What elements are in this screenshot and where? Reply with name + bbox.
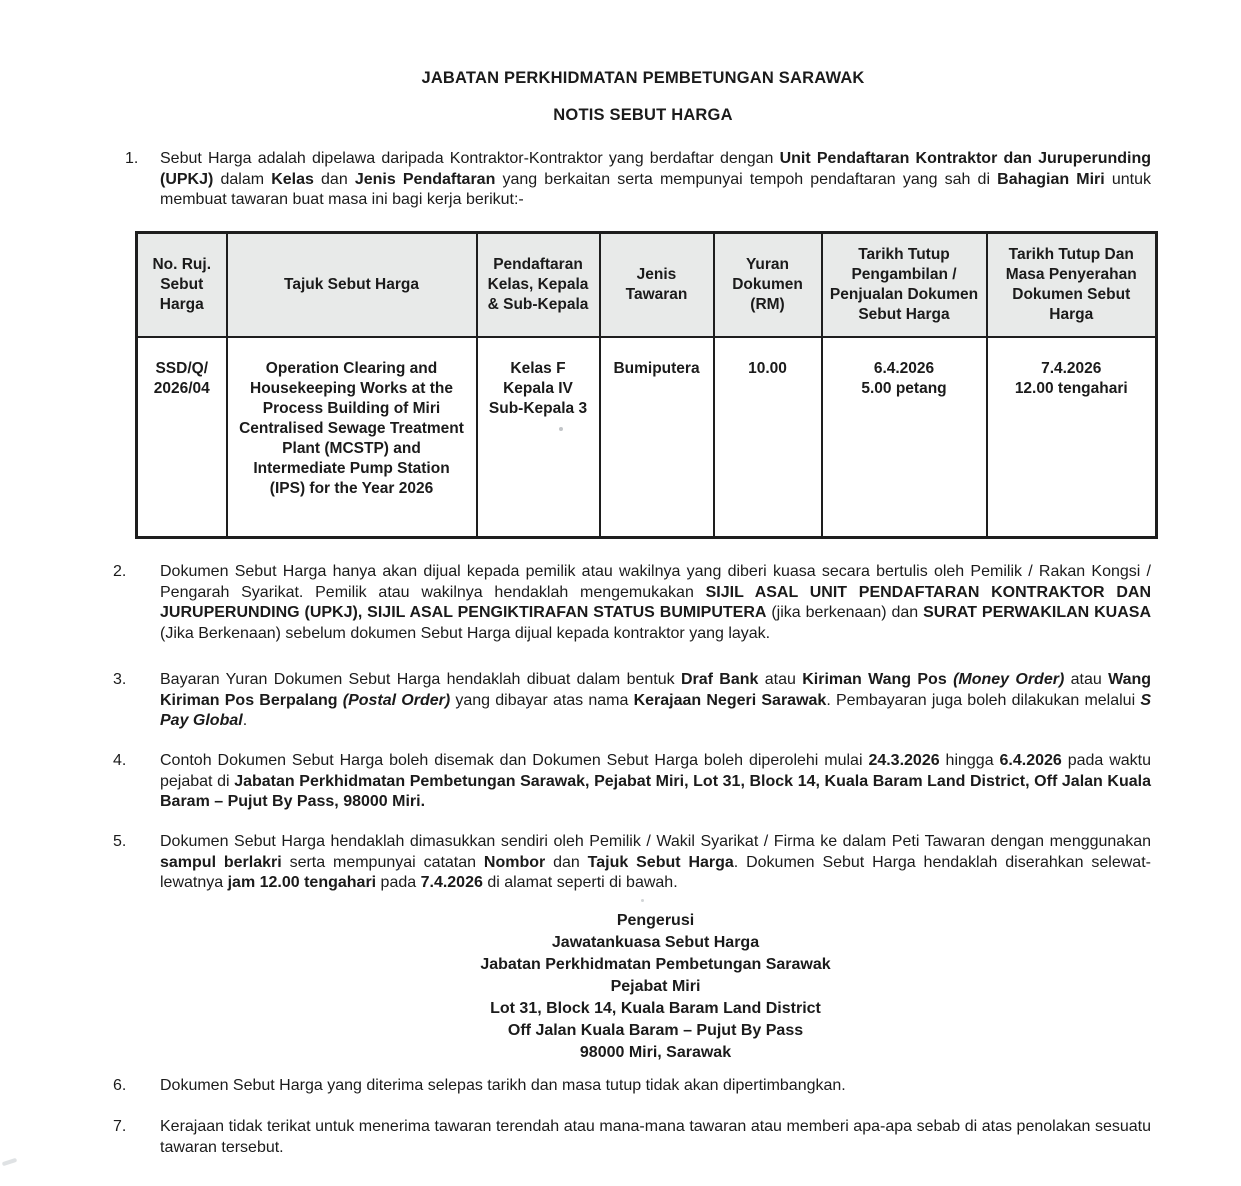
- clause-3-number: 3.: [113, 671, 127, 688]
- document-title: JABATAN PERKHIDMATAN PEMBETUNGAN SARAWAK: [421, 69, 865, 87]
- clause-6-number: 6.: [113, 1077, 127, 1094]
- clause-2-text: Dokumen Sebut Harga hanya akan dijual kepada pemilik atau wakilnya yang diberi kuasa secara bertulis oleh Pemilik / Rakan Kongsi / Pengarah Syarikat. Pemilik atau wakilnya hendaklah mengemukakan SIJIL ASAL UNIT PENDAFTARAN KONTRAKTOR DAN JURUPERUNDING (UPKJ), SIJIL ASAL PENGIKTIRAFAN STATUS BUMIPUTERA (jika berkenaan) dan SURAT PERWAKILAN KUASA (Jika Berkenaan) sebelum dokumen Sebut Harga dijual kepada kontraktor yang layak.: [160, 563, 1152, 642]
- scan-mark: [2, 1158, 18, 1166]
- header-cell-ref-no: No. Ruj. Sebut Harga: [137, 233, 227, 337]
- clause-4-text: Contoh Dokumen Sebut Harga boleh disemak dan Dokumen Sebut Harga boleh diperolehi mulai 24.3.2026 hingga 6.4.2026 pada waktu pejabat di Jabatan Perkhidmatan Pembetungan Sarawak, Pejabat Miri, Lot 31, Block 14, Kuala Baram Land District, Off Jalan Kuala Baram – Pujut By Pass, 98000 Miri.: [160, 752, 1152, 811]
- header-cell-closing-submission: Tarikh Tutup Dan Masa Penyerahan Dokumen Sebut Harga: [987, 233, 1157, 337]
- clause-2: [113, 562, 1151, 644]
- cell-title: Operation Clearing and Housekeeping Works at the Process Building of Miri Centralised Sewage Treatment Plant (MCSTP) and Intermediate Pump Station (IPS) for the Year 2026: [227, 337, 477, 538]
- clause-1: [113, 149, 1151, 211]
- table-header-row: [137, 233, 1157, 337]
- clause-7-text: Kerajaan tidak terikat untuk menerima tawaran terendah atau mana-mana tawaran atau memberi apa-apa sebab di atas penolakan sesuatu tawaran tersebut.: [160, 1118, 1151, 1156]
- clause-4: [113, 751, 1151, 813]
- cell-closing-sale: 6.4.2026 5.00 petang: [822, 337, 987, 538]
- header-cell-tender-type: Jenis Tawaran: [600, 233, 714, 337]
- clause-4-number: 4.: [113, 752, 127, 769]
- table-row: [137, 337, 1157, 538]
- tender-table-container: [135, 231, 1155, 539]
- clause-5: [113, 832, 1151, 894]
- clause-2-number: 2.: [113, 563, 127, 580]
- document-subtitle: NOTIS SEBUT HARGA: [553, 106, 733, 124]
- clause-5-number: 5.: [113, 833, 127, 850]
- cell-closing-submission: 7.4.2026 12.00 tengahari: [987, 337, 1157, 538]
- clause-5-text: Dokumen Sebut Harga hendaklah dimasukkan sendiri oleh Pemilik / Wakil Syarikat / Firma ke dalam Peti Tawaran dengan menggunakan sampul berlakri serta mempunyai catatan Nombor dan Tajuk Sebut Harga. Dokumen Sebut Harga hendaklah diserahkan selewat-lewatnya jam 12.00 tengahari pada 7.4.2026 di alamat seperti di bawah.: [160, 833, 1151, 892]
- header-cell-closing-sale: Tarikh Tutup Pengambilan / Penjualan Dokumen Sebut Harga: [822, 233, 987, 337]
- clause-7-number: 7.: [113, 1118, 127, 1135]
- scan-speck: [641, 899, 644, 902]
- tender-table: [135, 231, 1158, 539]
- header-cell-document-fee: Yuran Dokumen (RM): [714, 233, 822, 337]
- clause-3: [113, 670, 1151, 732]
- clause-1-text: Sebut Harga adalah dipelawa daripada Kontraktor-Kontraktor yang berdaftar dengan Unit Pendaftaran Kontraktor dan Juruperunding (UPKJ) dalam Kelas dan Jenis Pendaftaran yang berkaitan serta mempunyai tempoh pendaftaran yang sah di Bahagian Miri untuk membuat tawaran buat masa ini bagi kerja berikut:-: [160, 150, 1152, 209]
- clause-6-text: Dokumen Sebut Harga yang diterima selepas tarikh dan masa tutup tidak akan dipertimbangkan.: [160, 1077, 846, 1094]
- cell-ref-no: SSD/Q/ 2026/04: [137, 337, 227, 538]
- header-cell-registration: Pendaftaran Kelas, Kepala & Sub-Kepala: [477, 233, 600, 337]
- clause-6: [113, 1076, 1151, 1097]
- cell-registration: Kelas F Kepala IV Sub-Kepala 3: [477, 337, 600, 538]
- cell-tender-type: Bumiputera: [600, 337, 714, 538]
- scan-speck: [559, 427, 563, 431]
- clause-1-number: 1.: [125, 150, 139, 167]
- clause-3-text: Bayaran Yuran Dokumen Sebut Harga hendaklah dibuat dalam bentuk Draf Bank atau Kiriman Wang Pos (Money Order) atau Wang Kiriman Pos Berpalang (Postal Order) yang dibayar atas nama Kerajaan Negeri Sarawak. Pembayaran juga boleh dilakukan melalui S Pay Global.: [160, 671, 1152, 730]
- submission-address: Pengerusi Jawatankuasa Sebut Harga Jabatan Perkhidmatan Pembetungan Sarawak Pejabat Miri Lot 31, Block 14, Kuala Baram Land District Off Jalan Kuala Baram – Pujut By Pass 98000 Miri, Sarawak: [480, 912, 831, 1061]
- clause-7: [113, 1117, 1151, 1158]
- header-cell-title: Tajuk Sebut Harga: [227, 233, 477, 337]
- cell-document-fee: 10.00: [714, 337, 822, 538]
